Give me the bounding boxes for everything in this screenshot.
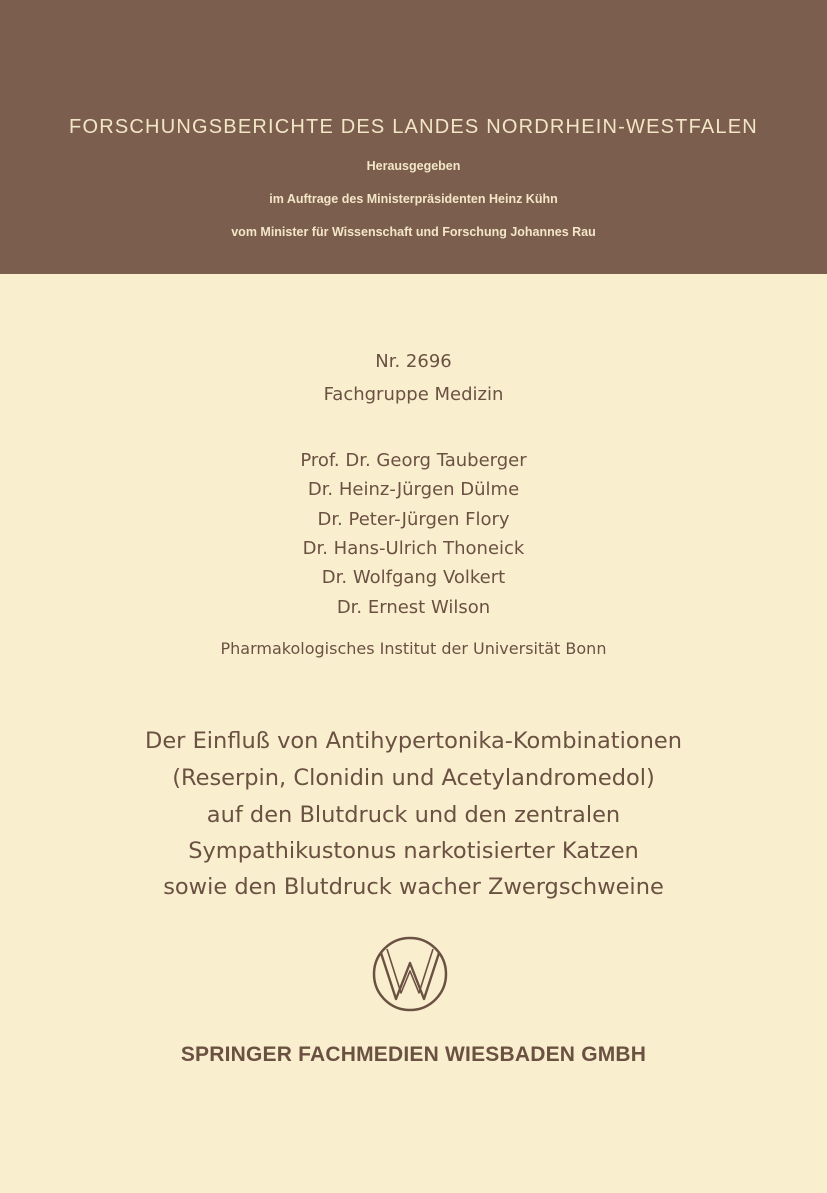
document-title-line: (Reserpin, Clonidin und Acetylandromedol) <box>172 765 655 791</box>
document-title-line: Der Einfluß von Antihypertonika-Kombinationen <box>145 728 682 754</box>
author-name: Prof. Dr. Georg Tauberger <box>300 450 527 471</box>
author-name: Dr. Wolfgang Volkert <box>321 567 506 588</box>
editor-note-line: vom Minister für Wissenschaft und Forschung Johannes Rau <box>231 225 596 239</box>
document-title-line: Sympathikustonus narkotisierter Katzen <box>188 838 639 864</box>
author-name: Dr. Hans-Ulrich Thoneick <box>302 538 525 559</box>
publisher-name: SPRINGER FACHMEDIEN WIESBADEN GMBH <box>180 1043 647 1066</box>
header-band <box>0 0 827 274</box>
series-title: FORSCHUNGSBERICHTE DES LANDES NORDRHEIN-WESTFALEN <box>69 116 758 138</box>
westdeutscher-verlag-ww-logo-icon <box>371 935 449 1013</box>
report-number: Nr. 2696 <box>375 351 452 372</box>
author-name: Dr. Peter-Jürgen Flory <box>317 509 510 530</box>
document-title-line: sowie den Blutdruck wacher Zwergschweine <box>163 874 664 900</box>
author-name: Dr. Heinz-Jürgen Dülme <box>307 479 520 500</box>
author-name: Dr. Ernest Wilson <box>336 597 491 618</box>
editor-note-heading: Herausgegeben <box>366 159 461 173</box>
subject-group: Fachgruppe Medizin <box>323 384 504 405</box>
institute-affiliation: Pharmakologisches Institut der Universität Bonn <box>220 639 607 658</box>
editor-note-line: im Auftrage des Ministerpräsidenten Heinz Kühn <box>269 192 558 206</box>
document-title-line: auf den Blutdruck und den zentralen <box>206 802 621 828</box>
